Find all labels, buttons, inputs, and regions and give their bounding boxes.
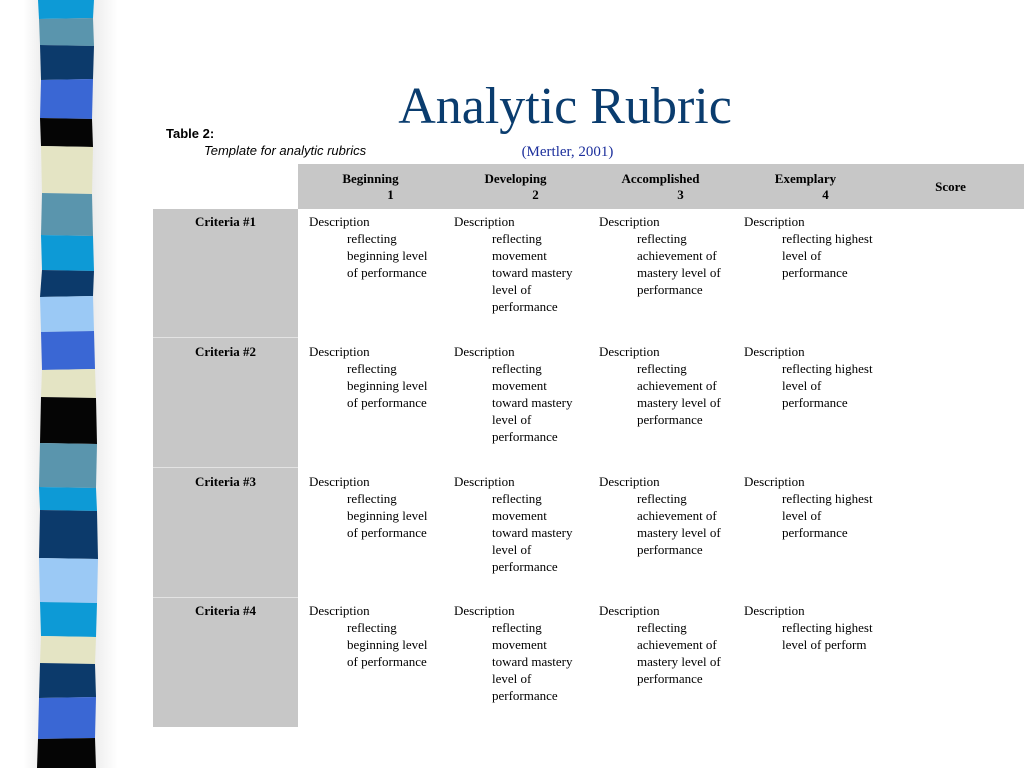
cell-text-first: Description: [599, 474, 660, 489]
row-divider: [153, 467, 298, 468]
column-name: Accomplished: [621, 170, 700, 186]
rubric-cell: [454, 213, 584, 315]
rubric-cell: [309, 473, 439, 541]
slide-subtitle: (Mertler, 2001): [521, 144, 614, 160]
cell-text-rest: reflecting highest level of performance: [782, 231, 873, 280]
criteria-column: [153, 209, 298, 727]
decorative-block-strip: [36, 0, 98, 768]
column-header-score: [878, 164, 1023, 209]
slide-title: Analytic Rubric: [398, 78, 732, 135]
cell-text-rest: reflecting beginning level of performance: [347, 491, 428, 540]
column-level: 2: [532, 186, 539, 202]
cell-text-first: Description: [309, 474, 370, 489]
cell-text-rest: reflecting movement toward mastery level of performance: [492, 231, 573, 314]
rubric-cell: [309, 602, 439, 670]
cell-text-rest: reflecting achievement of mastery level of performance: [637, 620, 721, 686]
rubric-cell: [599, 213, 729, 298]
cell-text-rest: reflecting highest level of performance: [782, 361, 873, 410]
cell-text-first: Description: [454, 603, 515, 618]
criteria-label: Criteria #1: [194, 214, 256, 229]
cell-text-rest: reflecting movement toward mastery level of performance: [492, 491, 573, 574]
cell-text-first: Description: [309, 344, 370, 359]
cell-text-first: Description: [454, 474, 515, 489]
rubric-cell: [744, 602, 874, 653]
cell-text-first: Description: [744, 214, 805, 229]
column-name: Exemplary: [774, 170, 837, 186]
cell-text-rest: reflecting achievement of mastery level of performance: [637, 231, 721, 297]
rubric-cell: [309, 343, 439, 411]
cell-text-rest: reflecting beginning level of performance: [347, 361, 428, 410]
rubric-cell: [454, 602, 584, 704]
column-header-beginning: [298, 164, 443, 209]
criteria-label: Criteria #4: [194, 603, 256, 618]
cell-text-first: Description: [309, 603, 370, 618]
cell-text-rest: reflecting beginning level of performance: [347, 231, 428, 280]
column-header-exemplary: [733, 164, 878, 209]
column-header-accomplished: [588, 164, 733, 209]
row-divider: [153, 337, 298, 338]
table-label: Table 2:: [166, 126, 215, 141]
column-level: 3: [677, 186, 684, 202]
cell-text-first: Description: [744, 344, 805, 359]
criteria-label: Criteria #2: [194, 344, 256, 359]
cell-text-rest: reflecting highest level of performance: [782, 491, 873, 540]
criteria-label: Criteria #3: [194, 474, 256, 489]
score-header-label: Score: [935, 178, 966, 194]
cell-text-rest: reflecting movement toward mastery level of performance: [492, 620, 573, 703]
rubric-cell: [744, 343, 874, 411]
column-name: Developing: [484, 170, 547, 186]
rubric-cell: [309, 213, 439, 281]
rubric-cell: [599, 473, 729, 558]
rubric-cell: [744, 473, 874, 541]
cell-text-first: Description: [744, 474, 805, 489]
cell-text-first: Description: [309, 214, 370, 229]
cell-text-first: Description: [599, 603, 660, 618]
column-level: 1: [387, 186, 394, 202]
cell-text-rest: reflecting highest level of perform: [782, 620, 873, 652]
rubric-cell: [599, 343, 729, 428]
column-header-developing: [443, 164, 588, 209]
cell-text-first: Description: [599, 214, 660, 229]
row-divider: [153, 597, 298, 598]
rubric-header-row: [298, 164, 1024, 209]
cell-text-rest: reflecting achievement of mastery level of performance: [637, 361, 721, 427]
cell-text-rest: reflecting movement toward mastery level of performance: [492, 361, 573, 444]
rubric-cell: [599, 602, 729, 687]
table-caption: Template for analytic rubrics: [204, 143, 367, 158]
cell-text-first: Description: [454, 344, 515, 359]
rubric-cell: [744, 213, 874, 281]
cell-text-first: Description: [744, 603, 805, 618]
column-level: 4: [822, 186, 829, 202]
cell-text-first: Description: [599, 344, 660, 359]
column-name: Beginning: [342, 170, 399, 186]
cell-text-first: Description: [454, 214, 515, 229]
rubric-cell: [454, 473, 584, 575]
cell-text-rest: reflecting beginning level of performance: [347, 620, 428, 669]
cell-text-rest: reflecting achievement of mastery level of performance: [637, 491, 721, 557]
rubric-cell: [454, 343, 584, 445]
